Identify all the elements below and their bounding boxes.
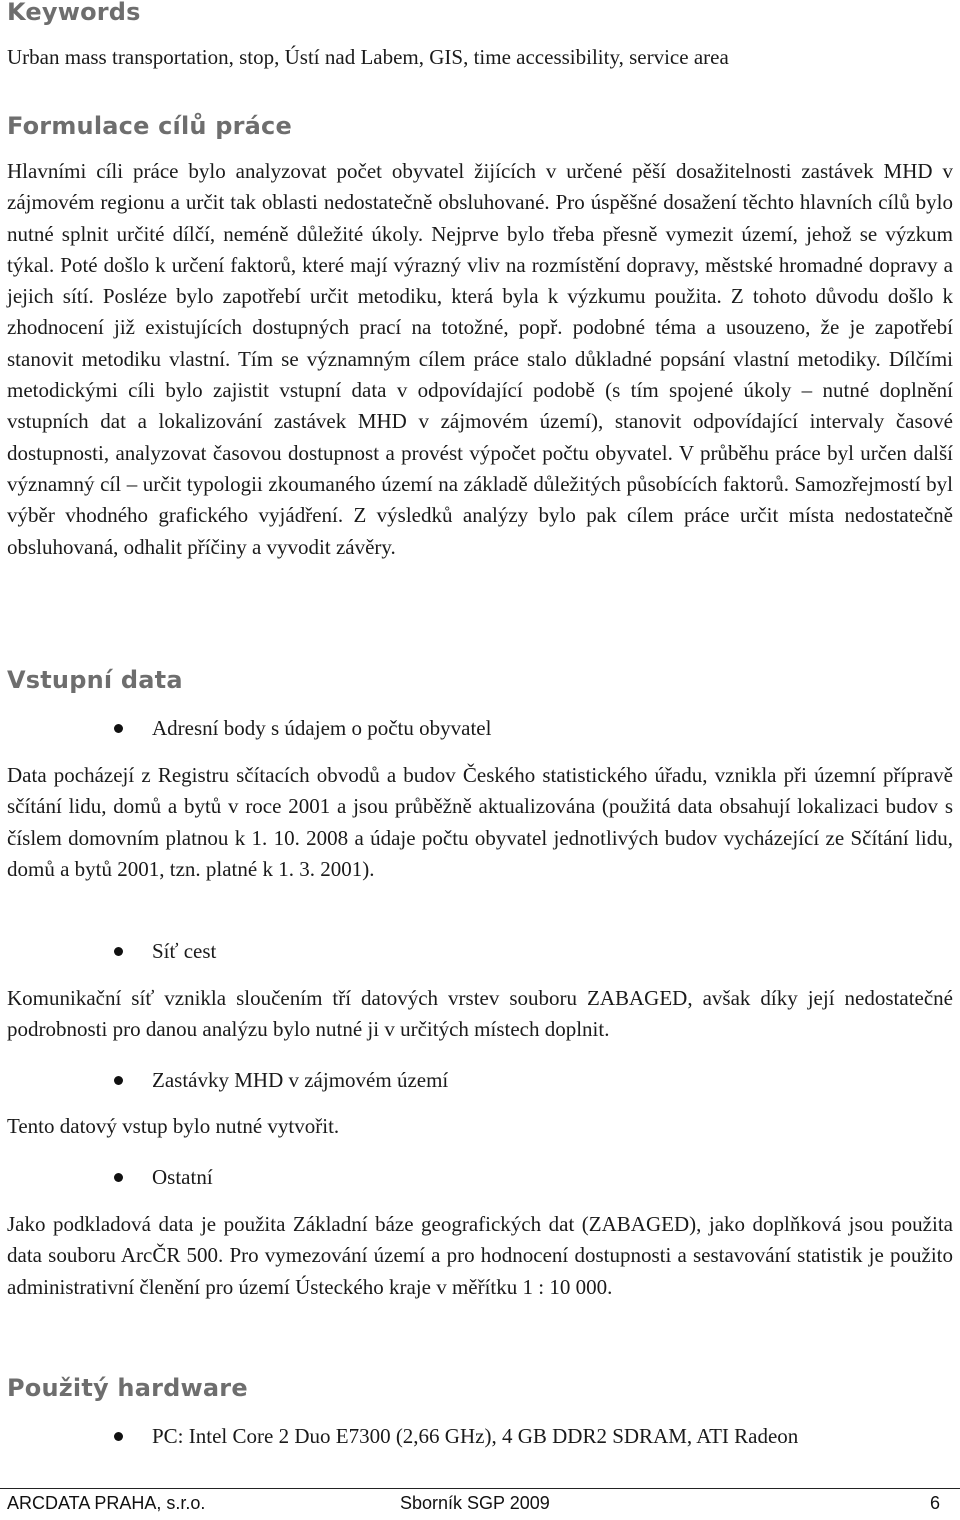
input-data-heading: Vstupní data <box>7 666 183 694</box>
bullet-road-network <box>0 936 960 966</box>
bullet-stops <box>0 1065 960 1095</box>
keywords-heading: Keywords <box>7 0 141 26</box>
bullet-label: PC: Intel Core 2 Duo E7300 (2,66 GHz), 4 GB DDR2 SDRAM, ATI Radeon <box>152 1424 799 1448</box>
other-paragraph: Jako podkladová data je použita Základní báze geografických dat (ZABAGED), jako doplňková jsou použita data souboru ArcČR 500. Pro vymezování území a pro hodnocení dostupnosti a sestavování statistik je použito administrativní členění pro území Ústeckého kraje v měřítku 1 : 10 000. <box>7 1212 953 1299</box>
bullet-dot <box>114 1076 123 1085</box>
footer-proceedings: Sborník SGP 2009 <box>400 1493 550 1513</box>
bullet-label: Síť cest <box>152 939 217 963</box>
bullet-label: Adresní body s údajem o počtu obyvatel <box>152 716 492 740</box>
footer-company: ARCDATA PRAHA, s.r.o. <box>7 1493 206 1513</box>
bullet-label: Ostatní <box>152 1165 213 1189</box>
road-network-paragraph: Komunikační síť vznikla sloučením tří datových vrstev souboru ZABAGED, avšak díky její nedostatečné podrobnosti pro danou analýzu bylo nutné ji v určitých místech doplnit. <box>7 986 953 1042</box>
goals-paragraph: Hlavními cíli práce bylo analyzovat počet obyvatel žijících v určené pěší dosažitelnosti zastávek MHD v zájmovém regionu a určit tak oblasti nedostatečně obsluhované. Pro úspěšné dosažení těchto hlavních cílů bylo nutné splnit určité dílčí, neméně důležité úkoly. Nejprve bylo třeba přesně vymezit území, jehož se výzkum týkal. Poté došlo k určení faktorů, které mají výrazný vliv na rozmístění dopravy, městské hromadné dopravy a jejich sítí. Posléze bylo zapotřebí určit metodiku, která byla k výzkumu použita. Z tohoto důvodu došlo k zhodnocení již existujících dostupných prací na totožné, popř. podobné téma a usouzeno, že je zapotřebí stanovit metodiku vlastní. Tím se významným cílem práce stalo důkladné popsání vlastní metodiky. Dílčími metodickými cíli bylo zajistit vstupní data v odpovídající podobě (s tím spojené úkoly – nutné doplnění vstupních dat a lokalizování zastávek MHD v zájmovém území), stanovit odpovídající intervaly časové dostupnosti, analyzovat časovou dostupnost a provést výpočet počtu obyvatel. V průběhu práce byl určen další významný cíl – určit typologii zkoumaného území na základě důležitých působících faktorů. Samozřejmostí byl výběr vhodného grafického vyjádření. Z výsledků analýzy bylo pak cílem práce určit místa nedostatečně obsluhovaná, odhalit příčiny a vyvodit závěry. <box>7 159 953 559</box>
keywords-text: Urban mass transportation, stop, Ústí nad Labem, GIS, time accessibility, service area <box>7 45 729 69</box>
bullet-dot <box>114 724 123 733</box>
address-points-paragraph: Data pocházejí z Registru sčítacích obvodů a budov Českého statistického úřadu, vznikla při územní přípravě sčítání lidu, domů a bytů v roce 2001 a jsou průběžně aktualizována (použitá data obsahují lokalizaci budov s číslem domovním platnou k 1. 10. 2008 a údaje počtu obyvatel jednotlivých budov vycházející ze Sčítání lidu, domů a bytů 2001, tzn. platné k 1. 3. 2001). <box>7 763 953 881</box>
page-number: 6 <box>930 1493 941 1513</box>
bullet-dot <box>114 1173 123 1182</box>
goals-heading: Formulace cílů práce <box>7 112 292 140</box>
bullet-dot <box>114 1432 123 1441</box>
bullet-dot <box>114 947 123 956</box>
page-footer <box>0 1488 960 1520</box>
bullet-label: Zastávky MHD v zájmovém území <box>152 1068 449 1092</box>
hardware-heading: Použitý hardware <box>7 1374 248 1402</box>
bullet-other <box>0 1162 960 1192</box>
bullet-hardware <box>0 1421 960 1451</box>
stops-paragraph: Tento datový vstup bylo nutné vytvořit. <box>7 1114 340 1138</box>
bullet-address-points <box>0 713 960 743</box>
